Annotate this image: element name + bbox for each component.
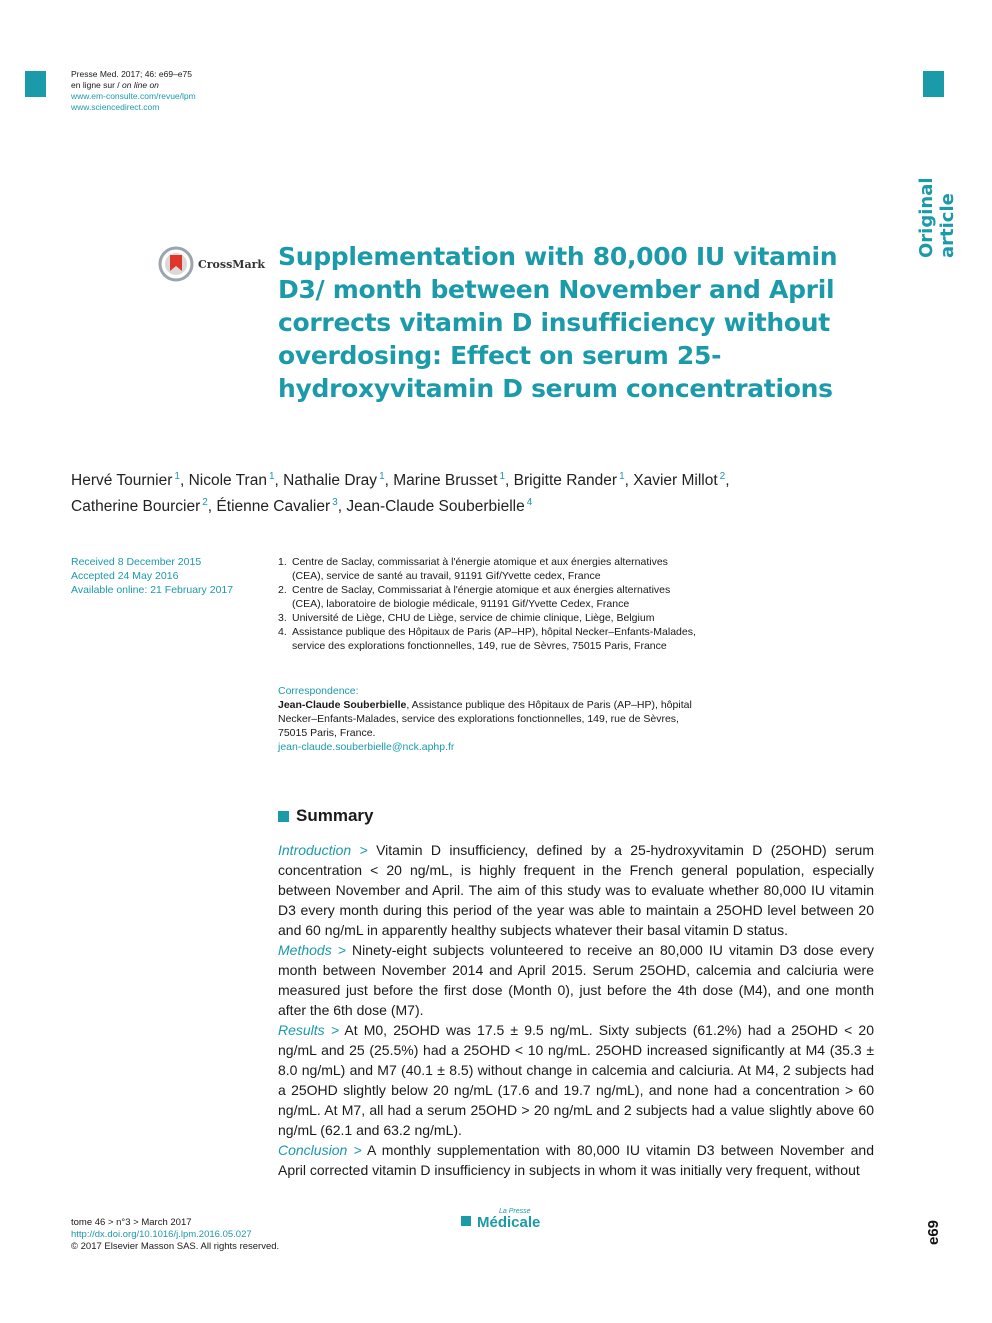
author: Nicole Tran $^1$ xyxy=(188,471,275,490)
summary-heading: Summary xyxy=(278,806,373,826)
logo-small-text: La Presse xyxy=(499,1208,531,1215)
footer-copyright: © 2017 Elsevier Masson SAS. All rights reserved. xyxy=(71,1241,280,1252)
author: Jean-Claude Souberbielle $^4$ xyxy=(346,497,533,516)
author: Nathalie Dray $^1$ xyxy=(283,471,385,490)
affiliation-item: 3. Université de Liège, CHU de Liège, service de chimie clinique, Liège, Belgium xyxy=(278,612,655,624)
abstract-introduction: Introduction > Vitamin D insufficiency, defined by a 25-hydroxyvitamin D (25OHD) serum concentration < 20 ng/mL, is highly frequent in the French general population, especially between November and April. The aim of this study was to evaluate whether 80,000 IU vitamin D3 every month during this period of the year was able to maintain a 25OHD level between 20 and 60 ng/mL in apparently healthy subjects whatever their basal vitamin D status. xyxy=(278,842,874,938)
abstract-results: Results > At M0, 25OHD was 17.5 ± 9.5 ng/mL. Sixty subjects (61.2%) had a 25OHD < 20 ng/mL and 25 (25.5%) had a 25OHD < 10 ng/mL. 25OHD increased significantly at M4 (35.3 ± 8.0 ng/mL) and M7 (40.1 ± 8.5) without change in calcemia and calciuria. At M4, 2 subjects had a 25OHD slightly below 20 ng/mL (17.6 and 19.7 ng/mL), and none had a concentration > 60 ng/mL. At M7, all had a serum 25OHD > 20 ng/mL and 2 subjects had a value slightly above 60 ng/mL (62.1 and 63.2 ng/mL). xyxy=(278,1022,875,1138)
journal-citation: Presse Med. 2017; 46: e69–e75 xyxy=(71,69,192,79)
correspondence-heading: Correspondence: xyxy=(278,685,359,697)
date-online: Available online: 21 February 2017 xyxy=(71,584,234,596)
journal-logo xyxy=(461,1208,540,1230)
article-dates xyxy=(71,555,233,597)
crossmark-label: CrossMark xyxy=(198,257,265,271)
author: Xavier Millot $^2$ xyxy=(633,471,726,490)
affiliation-item: 2. Centre de Saclay, Commissariat à l'énergie atomique et aux énergies alternatives (CEA), laboratoire de biologie médicale, 91191 Gif/Yvette Cedex, France xyxy=(278,584,671,610)
crossmark-icon xyxy=(158,246,194,282)
abstract-conclusion: Conclusion > A monthly supplementation with 80,000 IU vitamin D3 between November and April corrected vitamin D insufficiency in subjects in whom it was initially very frequent, without xyxy=(278,1142,874,1178)
author-list: Hervé Tournier $^1$, Nicole Tran $^1$, Nathalie Dray $^1$, Marine Brusset $^1$, Brigitte Rander $^1$, Xavier Millot $^2$, Catherine Bourcier $^2$, Étienne Cavalier $^3$, Jean-Claude Souberbielle $^4$ xyxy=(71,471,730,516)
crossmark-badge[interactable] xyxy=(158,246,265,282)
section-label: Original article xyxy=(916,177,958,258)
summary-square-icon xyxy=(278,811,289,822)
article-title: Supplementation with 80,000 IU vitamin D3/ month between November and April corrects vitamin D insufficiency without overdosing: Effect on serum 25-hydroxyvitamin D serum concentrations xyxy=(278,242,838,403)
affiliation-item: 4. Assistance publique des Hôpitaux de Paris (AP–HP), hôpital Necker–Enfants-Malades, service des explorations fonctionnelles, 149, rue de Sèvres, 75015 Paris, France xyxy=(278,626,696,652)
page-number: e69 xyxy=(925,1219,942,1245)
journal-link-sciencedirect[interactable]: www.sciencedirect.com xyxy=(71,102,160,112)
footer-info xyxy=(71,1217,279,1253)
logo-square-icon xyxy=(461,1216,471,1226)
journal-link-emconsulte[interactable]: www.em-consulte.com/revue/lpm xyxy=(71,91,196,101)
logo-big-text: Médicale xyxy=(477,1214,541,1231)
affiliation-list xyxy=(278,555,698,653)
corner-square-top-right xyxy=(923,71,944,97)
author: Hervé Tournier $^1$ xyxy=(71,471,180,490)
footer-issue: tome 46 > n°3 > March 2017 xyxy=(71,1217,192,1228)
corner-square-top-left xyxy=(25,71,46,97)
journal-meta xyxy=(71,69,196,113)
author: Marine Brusset $^1$ xyxy=(393,471,506,490)
date-accepted: Accepted 24 May 2016 xyxy=(71,570,179,582)
affiliation-item: 1. Centre de Saclay, commissariat à l'énergie atomique et aux énergies alternatives (CEA), service de santé au travail, 91191 Gif/Yvette cedex, France xyxy=(278,556,668,582)
correspondence-email-link[interactable]: jean-claude.souberbielle@nck.aphp.fr xyxy=(278,741,455,753)
author: Catherine Bourcier $^2$ xyxy=(71,497,208,516)
online-line: en ligne sur / on line on xyxy=(71,80,159,90)
date-received: Received 8 December 2015 xyxy=(71,556,202,568)
correspondence-address: Jean-Claude Souberbielle, Assistance publique des Hôpitaux de Paris (AP–HP), hôpital Necker–Enfants-Malades, service des explorations fonctionnelles, 149, rue de Sèvres, 75015 Paris, France. xyxy=(278,699,692,739)
author: Étienne Cavalier $^3$ xyxy=(216,497,338,516)
abstract-methods: Methods > Ninety-eight subjects volunteered to receive an 80,000 IU vitamin D3 dose every month between November 2014 and April 2015. Serum 25OHD, calcemia and calciuria were measured just before the first dose (Month 0), just before the 4th dose (M4), and one month after the 6th dose (M7). xyxy=(278,942,875,1018)
correspondence xyxy=(278,684,698,754)
footer-doi-link[interactable]: http://dx.doi.org/10.1016/j.lpm.2016.05.027 xyxy=(71,1229,252,1240)
author: Brigitte Rander $^1$ xyxy=(513,471,625,490)
abstract-body xyxy=(278,840,874,1180)
